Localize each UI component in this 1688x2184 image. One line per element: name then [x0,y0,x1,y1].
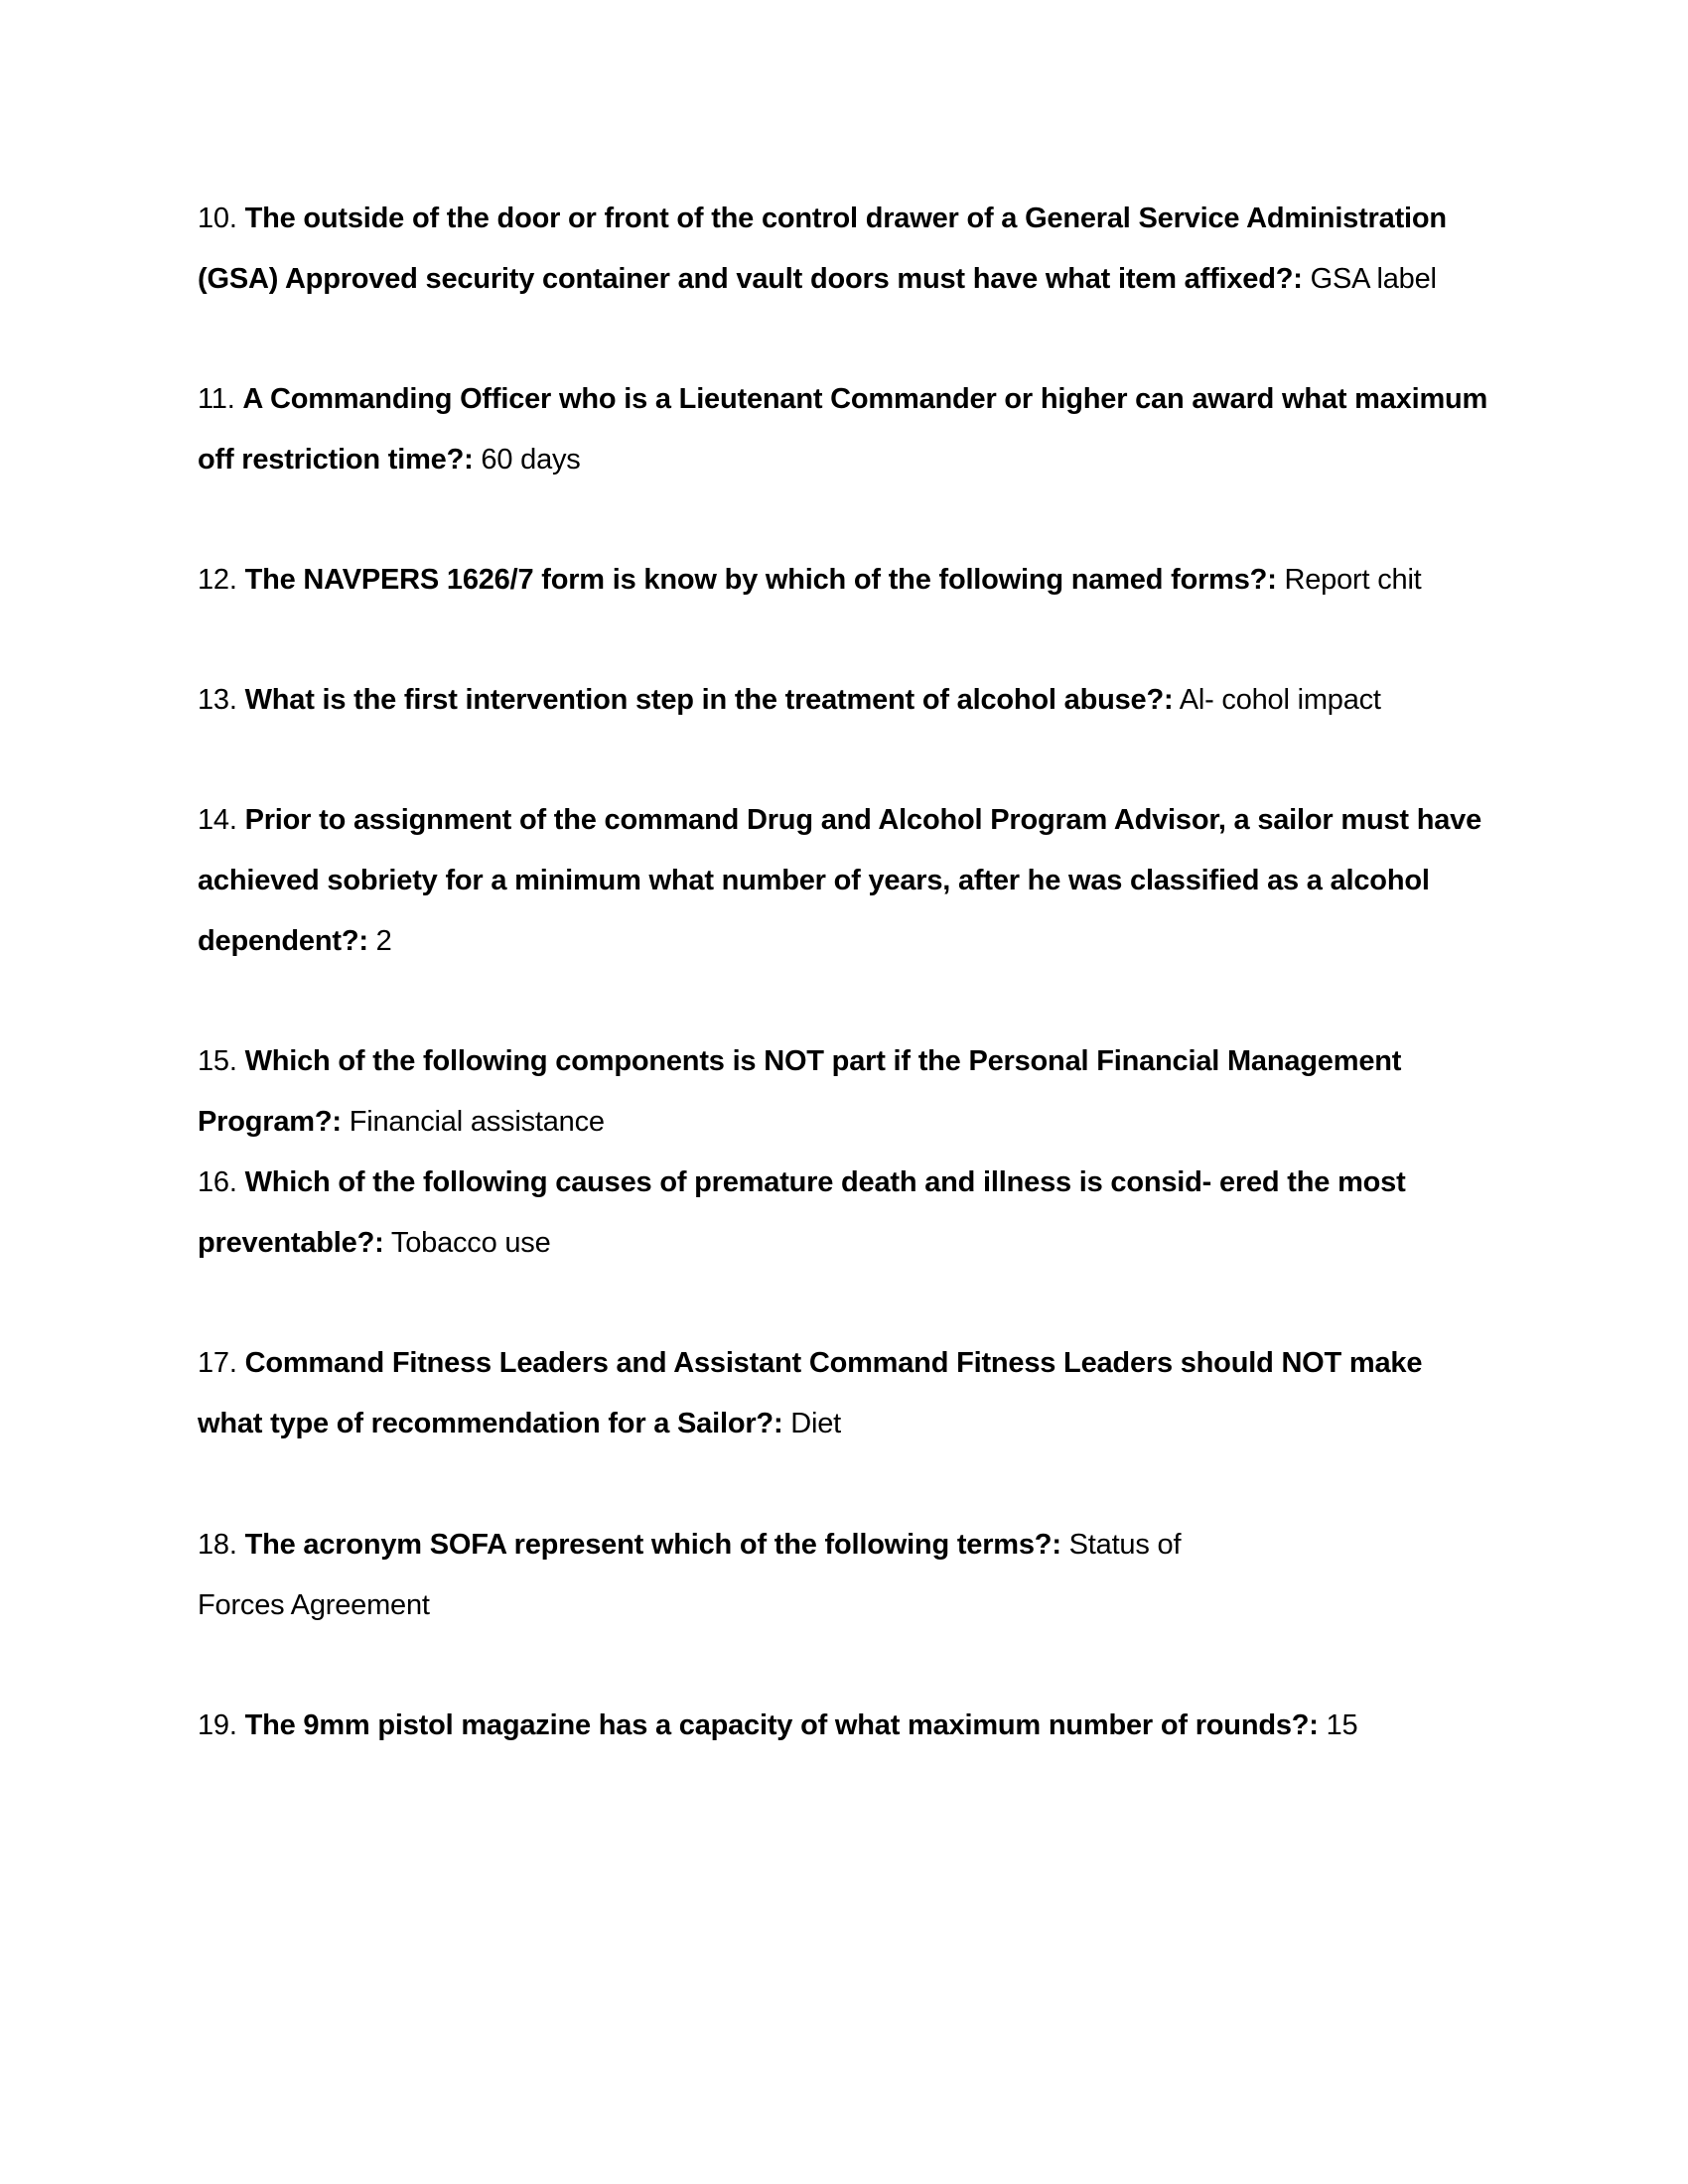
answer-text: Tobacco use [390,1227,551,1259]
question-number: 10. [198,203,237,234]
question-number: 18. [198,1529,237,1561]
question-13 [198,670,1488,731]
answer-text: Al- cohol impact [1179,684,1381,716]
question-text: The 9mm pistol magazine has a capacity of what maximum number of rounds?: [244,1709,1319,1741]
question-12 [198,550,1488,611]
question-number: 16. [198,1166,237,1198]
answer-text: Diet [790,1408,842,1439]
question-text: Which of the following components is NOT part if the Personal Financial Management Program?: [198,1045,1402,1138]
question-15 [198,1031,1488,1153]
question-17 [198,1333,1488,1454]
question-text: The acronym SOFA represent which of the following terms?: [244,1529,1061,1561]
question-number: 12. [198,564,237,596]
question-19 [198,1696,1488,1756]
question-text: A Commanding Officer who is a Lieutenant Commander or higher can award what maximum off restriction time?: [198,383,1488,476]
question-16 [198,1153,1488,1274]
question-10 [198,189,1488,310]
answer-text: 2 [375,925,392,957]
answer-text: Report chit [1284,564,1422,596]
answer-text: 60 days [481,444,581,476]
question-text: The NAVPERS 1626/7 form is know by which of the following named forms?: [244,564,1277,596]
question-18 [198,1515,1210,1636]
question-11 [198,369,1488,490]
answer-text: Status of Forces Agreement [198,1529,1182,1621]
question-text: The outside of the door or front of the control drawer of a General Service Administration (GSA) Approved security container and vault doors must have what item affixed?: [198,203,1447,295]
question-number: 11. [198,383,235,415]
question-number: 13. [198,684,237,716]
question-number: 14. [198,804,237,836]
question-text: What is the first intervention step in the treatment of alcohol abuse?: [244,684,1174,716]
question-text: Command Fitness Leaders and Assistant Command Fitness Leaders should NOT make what type of recommendation for a Sailor?: [198,1347,1423,1439]
answer-text: GSA label [1310,263,1437,295]
question-number: 19. [198,1709,237,1741]
question-text: Which of the following causes of premature death and illness is consid- ered the most preventable?: [198,1166,1406,1259]
question-text: Prior to assignment of the command Drug and Alcohol Program Advisor, a sailor must have achieved sobriety for a minimum what number of years, after he was classified as a alcohol dependent?: [198,804,1481,957]
question-number: 17. [198,1347,237,1379]
answer-text: 15 [1326,1709,1358,1741]
question-number: 15. [198,1045,237,1077]
answer-text: Financial assistance [349,1106,605,1138]
question-14 [198,790,1488,972]
